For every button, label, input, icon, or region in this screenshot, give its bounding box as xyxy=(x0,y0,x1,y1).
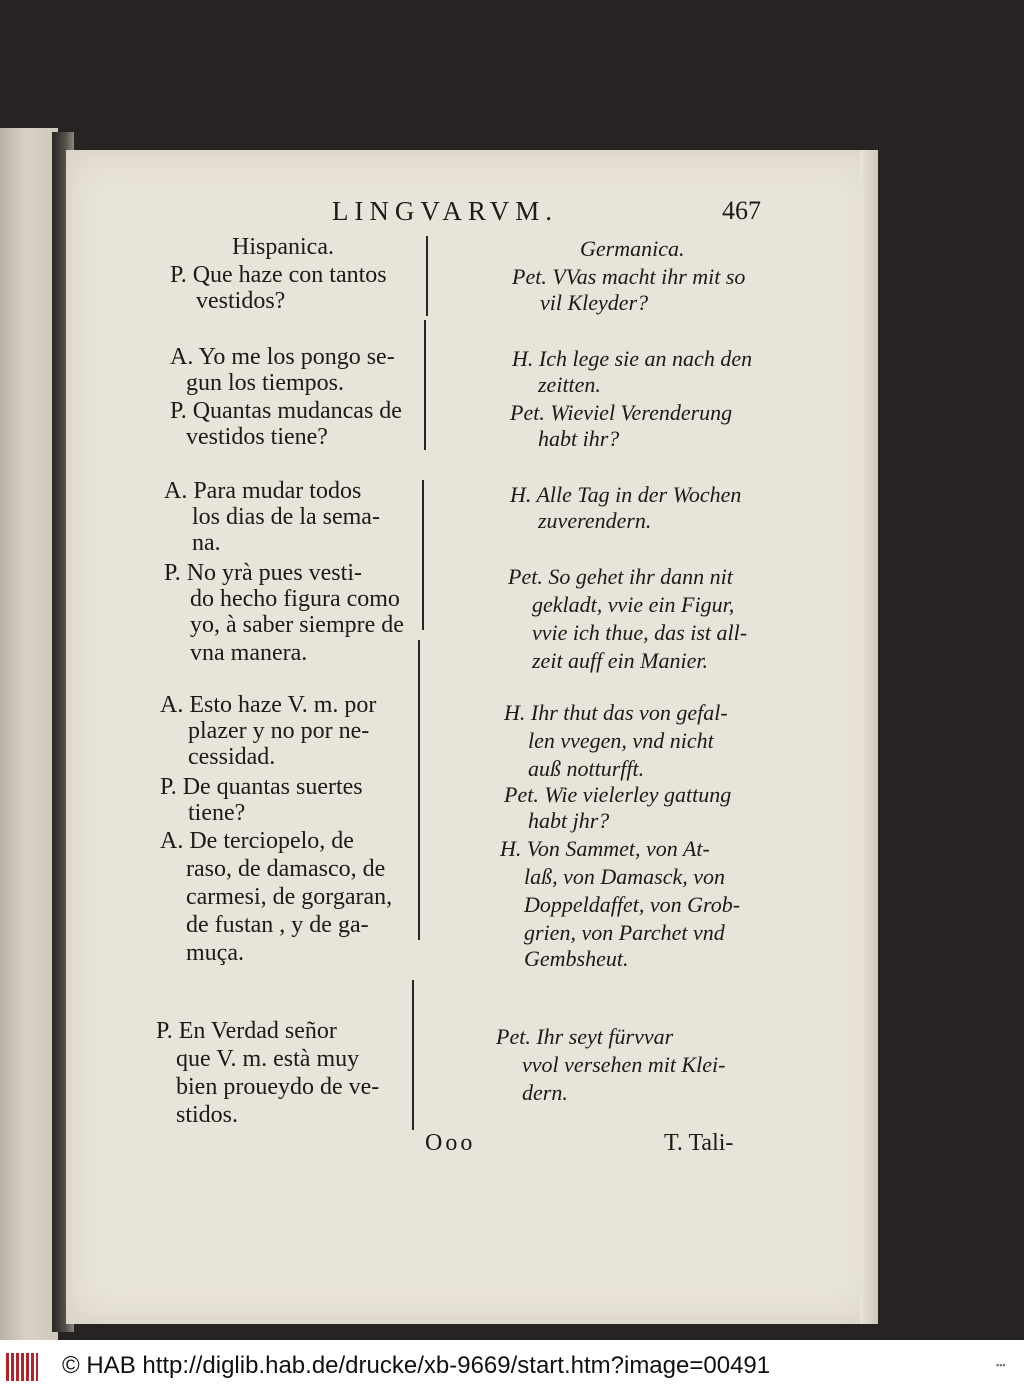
spanish-line: cessidad. xyxy=(188,744,276,770)
german-line: H. Alle Tag in der Wochen xyxy=(510,482,742,507)
spanish-line: yo, à saber siempre de xyxy=(190,612,404,638)
german-line: Doppeldaffet, von Grob- xyxy=(524,892,741,917)
column-rule xyxy=(418,640,420,940)
spanish-line: que V. m. està muy xyxy=(176,1046,360,1072)
page-number: 467 xyxy=(722,196,761,225)
spanish-line: A. Yo me los pongo se- xyxy=(170,344,395,370)
copyright-url-text[interactable]: © HAB http://diglib.hab.de/drucke/xb-9669/start.htm?image=00491 xyxy=(62,1352,771,1379)
german-line: zeitten. xyxy=(538,372,601,397)
spanish-line: P. En Verdad señor xyxy=(156,1018,337,1044)
printer-signature: Ooo xyxy=(425,1130,476,1156)
german-line: habt ihr? xyxy=(538,426,620,451)
spanish-line: vestidos? xyxy=(196,288,286,314)
column-rule xyxy=(412,980,414,1130)
spanish-line: stidos. xyxy=(176,1102,239,1128)
spanish-line: de fustan , y de ga- xyxy=(186,912,369,938)
german-line: Pet. Ihr seyt fürvvar xyxy=(496,1024,674,1049)
column-rule xyxy=(422,480,424,630)
german-line: Gembsheut. xyxy=(524,946,629,971)
german-line: Pet. Wieviel Verenderung xyxy=(510,400,733,425)
spanish-line: P. Que haze con tantos xyxy=(170,262,387,288)
german-column-header: Germanica. xyxy=(580,236,685,261)
spanish-column-header: Hispanica. xyxy=(232,234,334,260)
german-line: auß notturfft. xyxy=(528,756,645,781)
german-line: len vvegen, vnd nicht xyxy=(528,728,714,753)
german-line: H. Ihr thut das von gefal- xyxy=(504,700,728,725)
catchword: T. Tali- xyxy=(664,1130,734,1156)
spanish-line: muça. xyxy=(186,940,244,966)
spanish-line: P. De quantas suertes xyxy=(160,774,363,800)
spanish-line: vestidos tiene? xyxy=(186,424,328,450)
german-line: gekladt, vvie ein Figur, xyxy=(532,592,735,617)
spanish-line: A. Para mudar todos xyxy=(164,478,362,504)
german-line: Pet. So gehet ihr dann nit xyxy=(508,564,733,589)
running-head: LINGVARVM. xyxy=(331,196,559,226)
german-line: zuverendern. xyxy=(538,508,652,533)
spanish-line: raso, de damasco, de xyxy=(186,856,386,882)
spanish-line: do hecho figura como xyxy=(190,586,400,612)
spanish-line: vna manera. xyxy=(190,640,308,666)
spanish-line: tiene? xyxy=(188,800,246,826)
spanish-line: na. xyxy=(192,530,221,556)
german-line: Pet. VVas macht ihr mit so xyxy=(512,264,746,289)
spanish-line: carmesi, de gorgaran, xyxy=(186,884,393,910)
spanish-line: P. Quantas mudancas de xyxy=(170,398,402,424)
column-rule xyxy=(424,320,426,450)
hab-logo-icon xyxy=(6,1353,38,1381)
german-line: laß, von Damasck, von xyxy=(524,864,726,889)
spanish-line: A. De terciopelo, de xyxy=(160,828,354,854)
adjacent-page-edge xyxy=(0,128,58,1340)
german-line: vvol versehen mit Klei- xyxy=(522,1052,726,1077)
german-line: dern. xyxy=(522,1080,568,1105)
german-line: Pet. Wie vielerley gattung xyxy=(504,782,732,807)
spanish-line: plazer y no por ne- xyxy=(188,718,370,744)
spanish-line: P. No yrà pues vesti- xyxy=(164,560,362,586)
german-line: grien, von Parchet vnd xyxy=(524,920,725,945)
german-line: vil Kleyder? xyxy=(540,290,649,315)
german-line: H. Ich lege sie an nach den xyxy=(512,346,753,371)
german-line: zeit auff ein Manier. xyxy=(532,648,708,673)
column-rule xyxy=(426,236,428,316)
spanish-line: bien proueydo de ve- xyxy=(176,1074,380,1100)
page-right-edge xyxy=(860,150,878,1324)
german-line: H. Von Sammet, von At- xyxy=(500,836,710,861)
german-line: vvie ich thue, das ist all- xyxy=(532,620,748,645)
spanish-line: los dias de la sema- xyxy=(192,504,380,530)
spanish-line: A. Esto haze V. m. por xyxy=(160,692,377,718)
dots-icon: ▪▪▪ xyxy=(996,1360,1006,1370)
spanish-line: gun los tiempos. xyxy=(186,370,345,396)
german-line: habt jhr? xyxy=(528,808,610,833)
